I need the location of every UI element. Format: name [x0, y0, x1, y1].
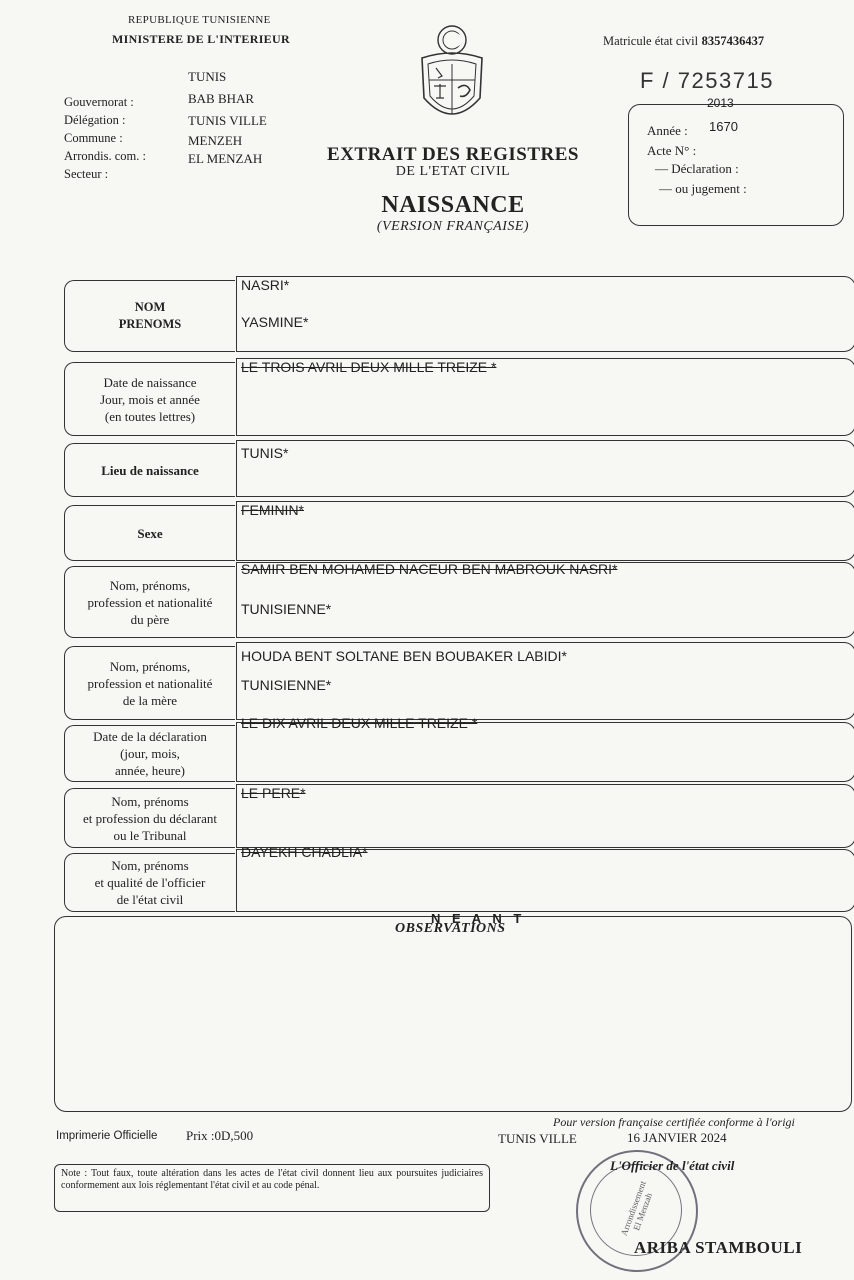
- stamp-text: Arrondissement El Menzah: [618, 1179, 655, 1238]
- row-label-sexe: Sexe: [64, 505, 235, 561]
- row-label-officier: Nom, prénoms et qualité de l'officier de l'état civil: [64, 853, 235, 912]
- title-line-3: NAISSANCE: [381, 192, 525, 218]
- annee-value: 2013: [707, 96, 734, 110]
- row-value-declarant: [236, 784, 854, 848]
- sexe-value: FEMININ*: [241, 502, 304, 518]
- title-line-4: (VERSION FRANÇAISE): [376, 219, 530, 234]
- title-line-2: DE L'ETAT CIVIL: [395, 164, 511, 179]
- ministry-header: MINISTERE DE L'INTERIEUR: [112, 32, 290, 46]
- declarant-value: LE PERE*: [241, 785, 306, 801]
- mere-name-value: HOUDA BENT SOLTANE BEN BOUBAKER LABIDI*: [241, 648, 567, 664]
- certified-line: Pour version française certifiée conforme à l'origi: [553, 1115, 795, 1129]
- matricule-label: Matricule état civil: [603, 34, 699, 48]
- lieu-value: TUNIS*: [241, 445, 289, 461]
- row-label-pere: Nom, prénoms, profession et nationalité du père: [64, 566, 235, 638]
- delegation-label: Délégation :: [64, 113, 126, 127]
- delegation-value: BAB BHAR: [188, 91, 255, 106]
- date-declaration-value: LE DIX AVRIL DEUX MILLE TREIZE *: [241, 715, 478, 731]
- nom-value: NASRI*: [241, 277, 290, 293]
- note-text: Note : Tout faux, toute altération dans les actes de l'état civil donnent lieu aux poursuites judiciaires conformement aux lois réglementant l'état civil et au code pénal.: [61, 1168, 483, 1191]
- pere-name-value: SAMIR BEN MOHAMED NACEUR BEN MABROUK NASRI*: [241, 561, 618, 577]
- pere-nationality-value: TUNISIENNE*: [241, 601, 332, 617]
- row-label-date-declaration: Date de la déclaration (jour, mois, année, heure): [64, 725, 235, 782]
- acte-number: 1670: [709, 119, 738, 134]
- serial-number: F / 7253715: [640, 68, 774, 93]
- arrondis-label: Arrondis. com. :: [64, 149, 146, 163]
- row-label-lieu: Lieu de naissance: [64, 443, 235, 497]
- price-label: Prix :0D,500: [186, 1128, 254, 1143]
- row-value-mere: [236, 642, 854, 720]
- secteur-value: EL MENZAH: [188, 151, 263, 166]
- officer-title: L'Officier de l'état civil: [610, 1158, 735, 1173]
- date-naissance-value: LE TROIS AVRIL DEUX MILLE TREIZE *: [241, 359, 497, 375]
- row-value-date-declaration: [236, 715, 854, 782]
- neant-overlay: N E A N T: [431, 911, 526, 926]
- note-box: [54, 1164, 490, 1212]
- title-line-1: EXTRAIT DES REGISTRES: [327, 144, 579, 165]
- declaration-label: — Déclaration :: [655, 161, 739, 176]
- commune-value: TUNIS VILLE: [188, 113, 267, 128]
- gouvernorat-label: Gouvernorat :: [64, 95, 134, 109]
- row-label-nom: NOM PRENOMS: [64, 280, 235, 352]
- prenom-value: YASMINE*: [241, 314, 309, 330]
- gouvernorat-value: TUNIS: [188, 69, 227, 84]
- issue-date: 16 JANVIER 2024: [627, 1130, 727, 1145]
- annee-label: Année :: [647, 123, 688, 138]
- acte-box: [628, 96, 844, 226]
- mere-nationality-value: TUNISIENNE*: [241, 677, 332, 693]
- observations-box: [54, 911, 852, 1112]
- row-value-officier: [236, 844, 854, 912]
- arrondis-value: MENZEH: [188, 133, 243, 148]
- republic-header: REPUBLIQUE TUNISIENNE: [128, 14, 271, 26]
- commune-label: Commune :: [64, 131, 123, 145]
- officer-name: ARIBA STAMBOULI: [634, 1238, 803, 1257]
- officier-value: DAYEKH CHADLIA*: [241, 844, 368, 860]
- secteur-label: Secteur :: [64, 167, 109, 181]
- row-value-nom: [236, 276, 854, 352]
- row-value-pere: [236, 562, 854, 638]
- row-value-date-naissance: [236, 358, 854, 436]
- printer-label: Imprimerie Officielle: [56, 1130, 158, 1142]
- row-value-sexe: [236, 501, 854, 561]
- matricule-line: [603, 34, 764, 49]
- row-value-lieu: [236, 440, 854, 497]
- row-label-mere: Nom, prénoms, profession et nationalité de la mère: [64, 646, 235, 720]
- observations-title: OBSERVATIONS: [395, 921, 506, 936]
- document-title: [300, 144, 606, 235]
- coat-of-arms-emblem: [414, 18, 490, 132]
- place-label: TUNIS VILLE: [498, 1131, 577, 1146]
- row-label-date-naissance: Date de naissance Jour, mois et année (en toutes lettres): [64, 362, 235, 436]
- admin-values: [188, 66, 267, 170]
- row-label-declarant: Nom, prénoms et profession du déclarant ou le Tribunal: [64, 788, 235, 848]
- matricule-value: 8357436437: [701, 34, 765, 48]
- admin-labels: [64, 93, 146, 183]
- jugement-label: — ou jugement :: [659, 181, 747, 196]
- acte-label: Acte N° :: [647, 143, 697, 158]
